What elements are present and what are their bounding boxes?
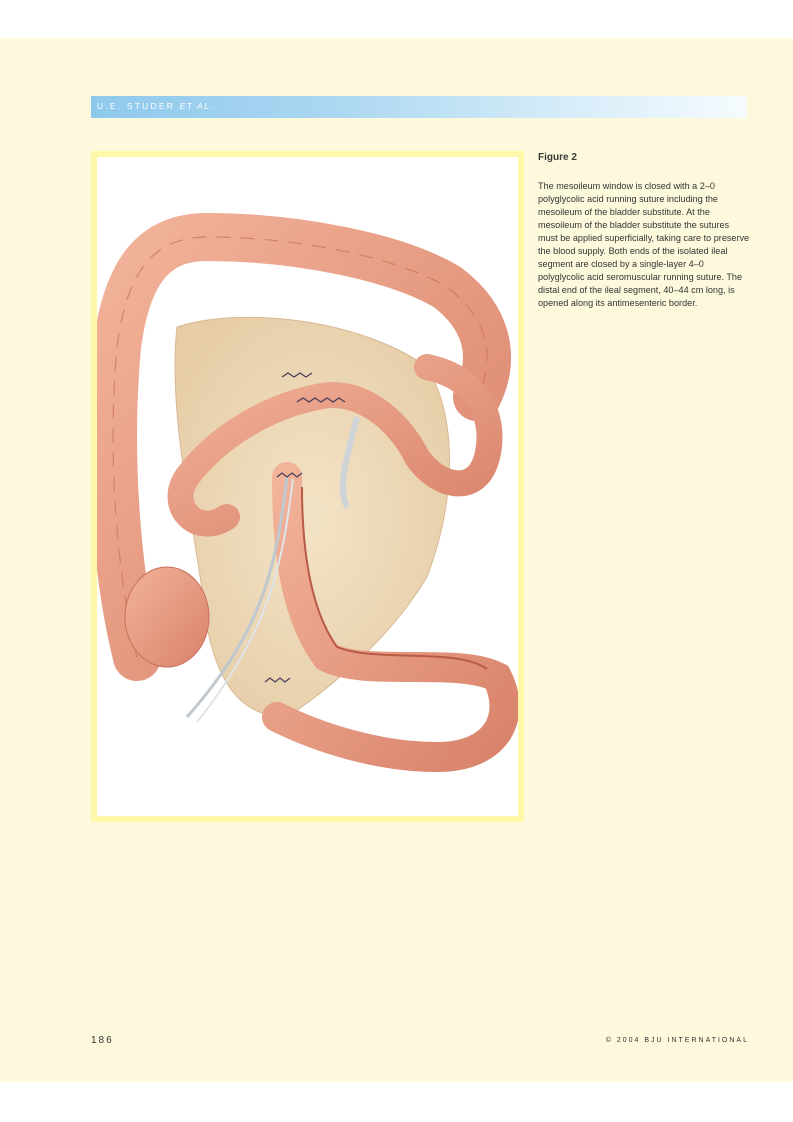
figure-frame: [91, 151, 524, 822]
cecum: [125, 567, 209, 667]
figure-title: Figure 2: [538, 152, 577, 163]
figure-caption: The mesoileum window is closed with a 2–0 polyglycolic acid running suture including the mesoileum of the bladder substitute. At the mesoileum of the bladder substitute the sutures must be applied superficially, taking care to preserve the blood supply. Both ends of the isolated ileal segment are closed by a single-layer 4–0 polyglycolic acid seromuscular running suture. The distal end of the ileal segment, 40–44 cm long, is opened along its antimesenteric border.: [538, 181, 750, 308]
copyright-notice: © 2004 BJU INTERNATIONAL: [605, 1037, 749, 1044]
header-etal: ET AL.: [179, 101, 215, 111]
running-header: [91, 96, 747, 118]
surgical-illustration: [97, 157, 518, 816]
page-number: 186: [91, 1035, 114, 1046]
journal-page: [0, 38, 793, 1082]
running-header-text: [97, 101, 214, 111]
figure-illustration: [97, 157, 518, 816]
header-authors: U.E. STUDER: [97, 101, 176, 111]
